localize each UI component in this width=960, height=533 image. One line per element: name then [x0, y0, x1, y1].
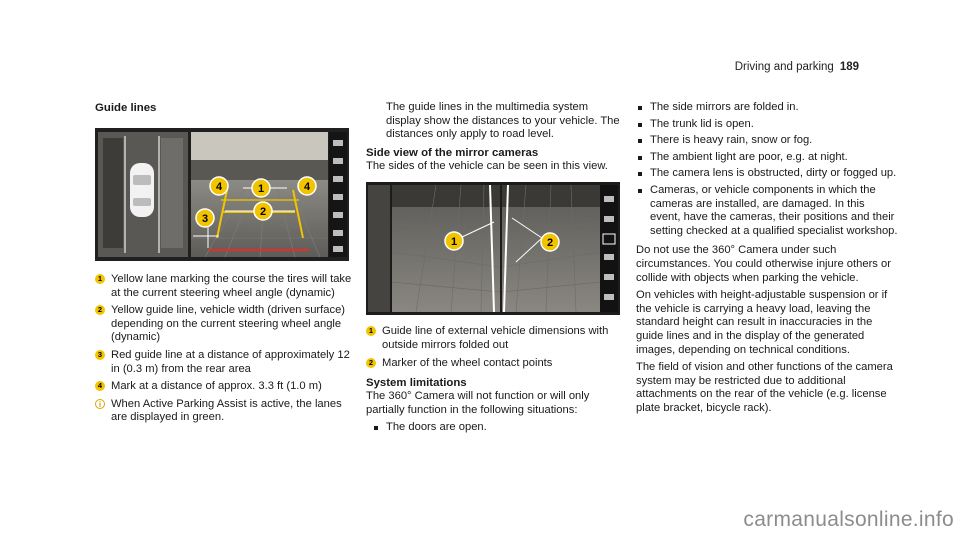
svg-text:1: 1: [257, 183, 265, 195]
svg-text:2: 2: [546, 237, 554, 250]
svg-text:4: 4: [215, 181, 223, 193]
bullet-item: The side mirrors are folded in.: [636, 101, 898, 115]
left-mirror-view: [392, 185, 500, 312]
column-right: [636, 101, 898, 419]
callout-badge: 1: [95, 274, 105, 284]
suspension-paragraph: On vehicles with height-adjustable suspension or if the vehicle is carrying a heavy load, leaving the standard height can result in inaccuracies in the guide lines and in the display of the generated images, depending on technical conditions.: [636, 289, 888, 356]
svg-text:3: 3: [201, 213, 209, 225]
info-note: i When Active Parking Assist is active, the lanes are displayed in green.: [95, 398, 357, 425]
page-header: [735, 61, 859, 75]
callout-badge: 3: [95, 350, 105, 360]
camera-display-guide-lines: [95, 128, 349, 261]
bullet-item: Cameras, or vehicle components in which the cameras are installed, are damaged. In this event, have the cameras, their positions and their setting checked at a qualified specialist workshop.: [636, 184, 898, 238]
limitations-paragraph: The 360° Camera will not function or will only partially function in the following situations:: [366, 390, 590, 416]
page-number: 189: [839, 61, 859, 73]
column-left: [95, 101, 357, 429]
section-title: Driving and parking: [734, 61, 834, 73]
legend-item-1: 1 Yellow lane marking the course the tires will take at the current steering wheel angle (dynamic): [95, 273, 357, 300]
callout-badge: 2: [366, 358, 376, 368]
callout-4-right: [298, 177, 316, 195]
legend-item-2: 2 Marker of the wheel contact points: [366, 357, 626, 371]
limitations-heading: System limitations: [366, 377, 467, 390]
info-icon: i: [95, 399, 105, 409]
callout-badge: 2: [95, 305, 105, 315]
bullet-item: The camera lens is obstructed, dirty or fogged up.: [636, 167, 898, 181]
camera-display-side-view: [366, 182, 620, 315]
bullet-item: The doors are open.: [372, 421, 626, 435]
svg-text:2: 2: [259, 206, 267, 218]
legend-item-3: 3 Red guide line at a distance of approximately 12 in (0.3 m) from the rear area: [95, 349, 357, 376]
menu-icon-strip: [329, 132, 347, 257]
watermark: carmanualsonline.info: [743, 508, 954, 532]
svg-text:1: 1: [450, 236, 458, 249]
callout-badge: 1: [366, 326, 376, 336]
warning-paragraph: Do not use the 360° Camera under such circumstances. You could otherwise injure others or collide with objects when parking the vehicle.: [636, 244, 891, 284]
bullet-item: The trunk lid is open.: [636, 118, 898, 132]
car-icon: [130, 163, 154, 217]
guide-lines-heading: Guide lines: [95, 102, 157, 114]
callout-4-left: [210, 177, 228, 195]
bullet-item: There is heavy rain, snow or fog.: [636, 134, 898, 148]
side-view-heading: Side view of the mirror cameras: [366, 146, 539, 159]
legend-item-2: 2 Yellow guide line, vehicle width (driven surface) depending on the current steering wheel angle (dynamic): [95, 304, 357, 345]
field-of-vision-paragraph: The field of vision and other functions of the camera system may be restricted due to additional attachments on the rear of the vehicle (e.g. license plate bracket, bicycle rack).: [636, 361, 893, 414]
bullet-item: The ambient light are poor, e.g. at night.: [636, 151, 898, 165]
side-view-paragraph: The sides of the vehicle can be seen in this view.: [366, 159, 608, 172]
callout-badge: 4: [95, 381, 105, 391]
column-middle: [366, 101, 626, 438]
top-view-panel: [98, 132, 188, 257]
menu-icon-strip: [600, 185, 618, 312]
svg-text:4: 4: [303, 181, 311, 193]
legend-item-4: 4 Mark at a distance of approx. 3.3 ft (1.0 m): [95, 380, 357, 394]
guide-lines-paragraph: The guide lines in the multimedia system display show the distances to your vehicle. The distances only apply to road level.: [386, 101, 620, 141]
legend-item-1: 1 Guide line of external vehicle dimensions with outside mirrors folded out: [366, 325, 626, 352]
